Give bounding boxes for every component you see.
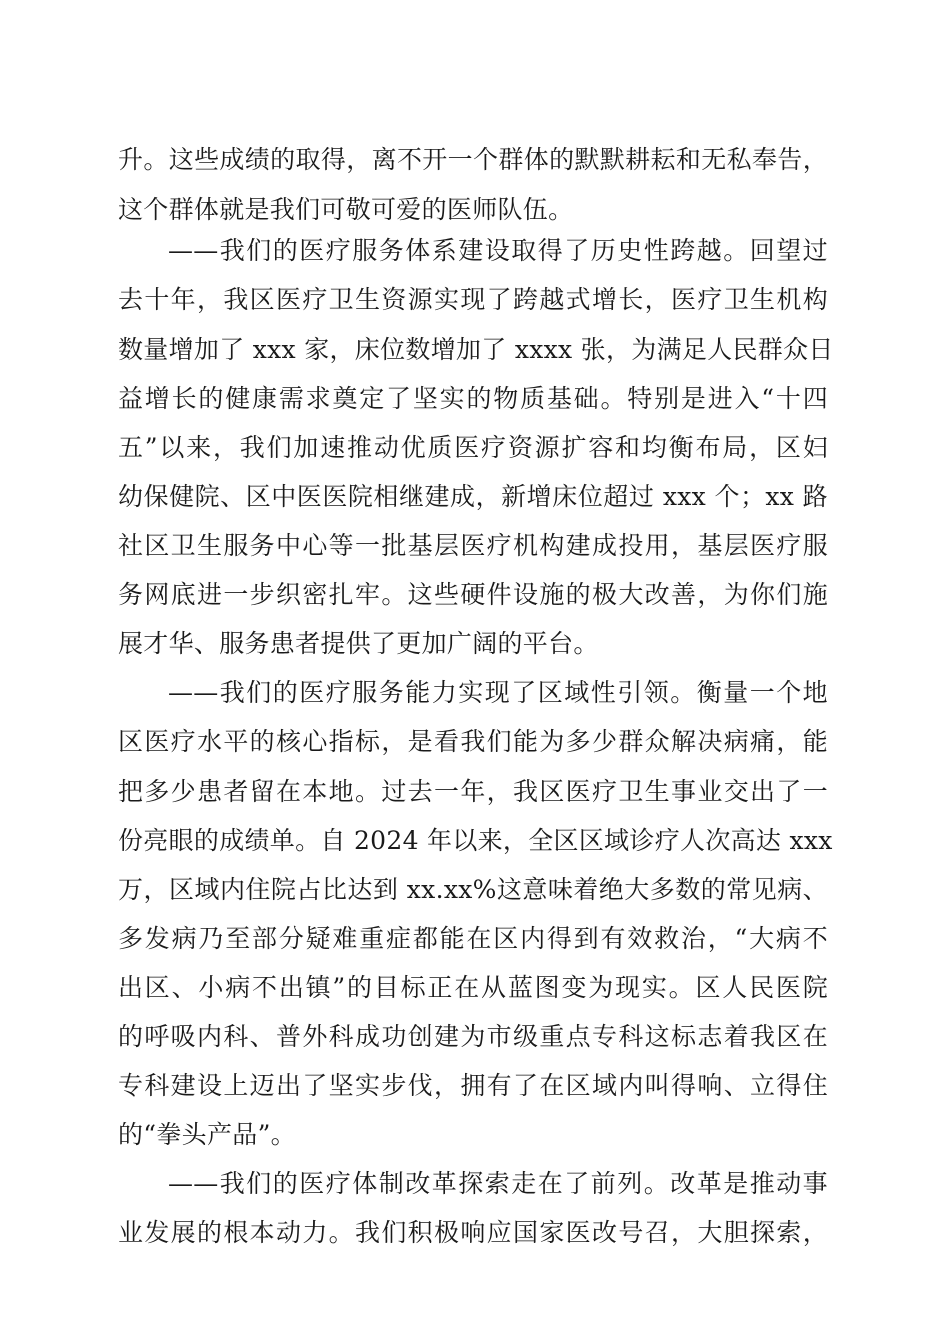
text-line: 升。这些成绩的取得，离不开一个群体的默默耕耘和无私奉告，	[118, 145, 828, 174]
text-line: 万，区域内住院占比达到 xx.xx%这意味着绝大多数的常见病、	[118, 875, 828, 904]
paragraph-start-line: ——我们的医疗服务体系建设取得了历史性跨越。回望过	[168, 236, 828, 265]
text-line: 这个群体就是我们可敬可爱的医师队伍。	[118, 195, 574, 224]
text-line: 务网底进一步织密扎牢。这些硬件设施的极大改善，为你们施	[118, 580, 828, 609]
paragraph-start-line: ——我们的医疗体制改革探索走在了前列。改革是推动事	[168, 1169, 828, 1198]
text-line: 展才华、服务患者提供了更加广阔的平台。	[118, 629, 599, 658]
text-line: 出区、小病不出镇”的目标正在从蓝图变为现实。区人民医院	[118, 973, 828, 1002]
text-line: 益增长的健康需求奠定了坚实的物质基础。特别是进入“十四	[118, 384, 828, 413]
text-line: 专科建设上迈出了坚实步伐，拥有了在区域内叫得响、立得住	[118, 1071, 828, 1100]
text-line: 把多少患者留在本地。过去一年，我区医疗卫生事业交出了一	[118, 777, 828, 806]
text-line: 幼保健院、区中医医院相继建成，新增床位超过 xxx 个；xx 路	[118, 482, 828, 511]
text-line: 去十年，我区医疗卫生资源实现了跨越式增长，医疗卫生机构	[118, 285, 828, 314]
text-line: 业发展的根本动力。我们积极响应国家医改号召，大胆探索，	[118, 1218, 828, 1247]
text-line: 区医疗水平的核心指标，是看我们能为多少群众解决病痛，能	[118, 727, 828, 756]
text-line: 多发病乃至部分疑难重症都能在区内得到有效救治，“大病不	[118, 924, 828, 953]
text-line: 的“拳头产品”。	[118, 1120, 296, 1149]
paragraph-start-line: ——我们的医疗服务能力实现了区域性引领。衡量一个地	[168, 678, 828, 707]
text-line: 份亮眼的成绩单。自 2024 年以来，全区区域诊疗人次高达 xxx	[118, 826, 833, 855]
text-line: 的呼吸内科、普外科成功创建为市级重点专科这标志着我区在	[118, 1022, 828, 1051]
text-line: 社区卫生服务中心等一批基层医疗机构建成投用，基层医疗服	[118, 531, 828, 560]
text-line: 五”以来，我们加速推动优质医疗资源扩容和均衡布局，区妇	[118, 433, 828, 462]
text-line: 数量增加了 xxx 家，床位数增加了 xxxx 张，为满足人民群众日	[118, 335, 834, 364]
